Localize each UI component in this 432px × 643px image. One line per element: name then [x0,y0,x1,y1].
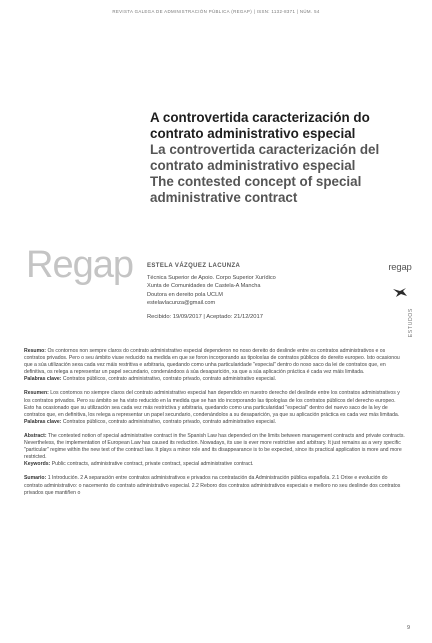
running-header: REVISTA GALEGA DE ADMINISTRACIÓN PÚBLICA (REGAP) | ISSN: 1132-8371 | NÚM. 54 [112,9,320,14]
palabras-clave-label: Palabras clave: [24,418,62,425]
regap-small-logo: regap [388,262,412,273]
abstract-galician [24,348,407,383]
summary [24,475,407,496]
resumen-label: Resumen: [24,390,49,397]
affiliation-line: Técnica Superior de Apoio. Corpo Superior Xurídico [147,275,276,282]
author-block [147,262,357,321]
author-name: ESTELA VÁZQUEZ LACUNZA [147,263,241,269]
palabras-chave-text: Contratos públicos, contrato administrativo, contrato privado, contrato administrativo especial. [62,376,277,383]
sumario-text: 1 Introdución. 2 A separación entre contratos administrativos e privados na contratación da Administración pública española. 2.1 Orixe e evolución do contrato administrativo: o nacemento do contrato administrativo especial. 2.2 Reboro dos contratos administrativos especiais e melloro no seu deslinde dos contratos privados que mantiñen o [24,475,401,496]
resumo-text: Os contornos non sempre claros do contrato administrativo especial dependeron no noso dereito do deslinde entre os contratos administrativos e os contratos privados. Pero o seu ámbito viuse reducido na medida en que se foron incorporando as tipoloxías de contratos públicos do dereito europeo. Isto ocasionou que a súa utilización sexa cada vez máis restritiva e arbitraria, quedando como unha particularidade "especial" dentro do noso saco da lei de contratos que, en definitiva, os relega a representar un papel secundario, condenándoos á súa desaparición, xa que a súa aplicación práctica é cada vez máis limitada. [24,348,400,376]
abstracts [24,348,407,504]
page-number: 9 [406,625,410,631]
article-titles [150,110,395,205]
title-galician: A controvertida caracterización do contrato administrativo especial [150,110,370,141]
sidebar [386,262,414,299]
bird-icon [392,287,408,299]
section-label-vertical: ESTUDOS [408,308,414,338]
title-spanish: La controvertida caracterización del contrato administrativo especial [150,142,380,173]
author-email: estelavlacunza@gmail.com [147,299,216,306]
abstract-english [24,433,407,468]
affiliation-line: Xunta de Comunidades de Castela-A Mancha [147,283,261,290]
resumo-label: Resumo: [24,348,46,354]
received-accepted-dates: Recibido: 19/09/2017 | Aceptado: 21/12/2017 [147,314,263,321]
keywords-text: Public contracts, administrative contract, private contract, special administrative contract. [51,461,254,468]
title-english: The contested concept of special administrative contract [150,174,362,205]
regap-logo: Regap [26,244,133,286]
resumen-text: Los contornos no siempre claros del contrato administrativo especial han dependido en nuestro derecho del deslinde entre los contratos administrativos y los contratos privados. Pero su ámbito se ha visto reducido en la medida que se han ido incorporando las tipologías de los contratos públicos del derecho europeo. Esto ha ocasionado que su utilización sea cada vez más restrictiva y arbitraria, quedando como una particularidad "especial" dentro del nuevo saco de la ley de contratos que, en definitiva, los relega a representar un papel secundario, condenándolos a su desaparición, ya que su aplicación práctica es cada vez más limitada. [24,390,400,418]
keywords-label: Keywords: [24,461,51,468]
affiliation-line: Doutora en dereito pola UCLM [147,291,223,298]
palabras-clave-text: Contratos públicos, contrato administrativo, contrato privado, contrato administrativo especial. [62,418,277,425]
abstract-label: Abstract: [24,432,47,439]
abstract-text: The contested notion of special administrative contract in the Spanish Law has depended on the limits between management contracts and private contracts. Nevertheless, the implementation of European Law has caused its reduction. Nowadays, its use is ever more restrictive and arbitrary. It just remains as a very specific "particular" regime within the new text of the contract law. It plays a minor role and its disappearance is to be expected, since its practical application is more and more restricted. [24,432,405,461]
sumario-label: Sumario: [24,475,47,482]
abstract-spanish [24,390,407,425]
palabras-chave-label: Palabras clave: [24,376,62,383]
